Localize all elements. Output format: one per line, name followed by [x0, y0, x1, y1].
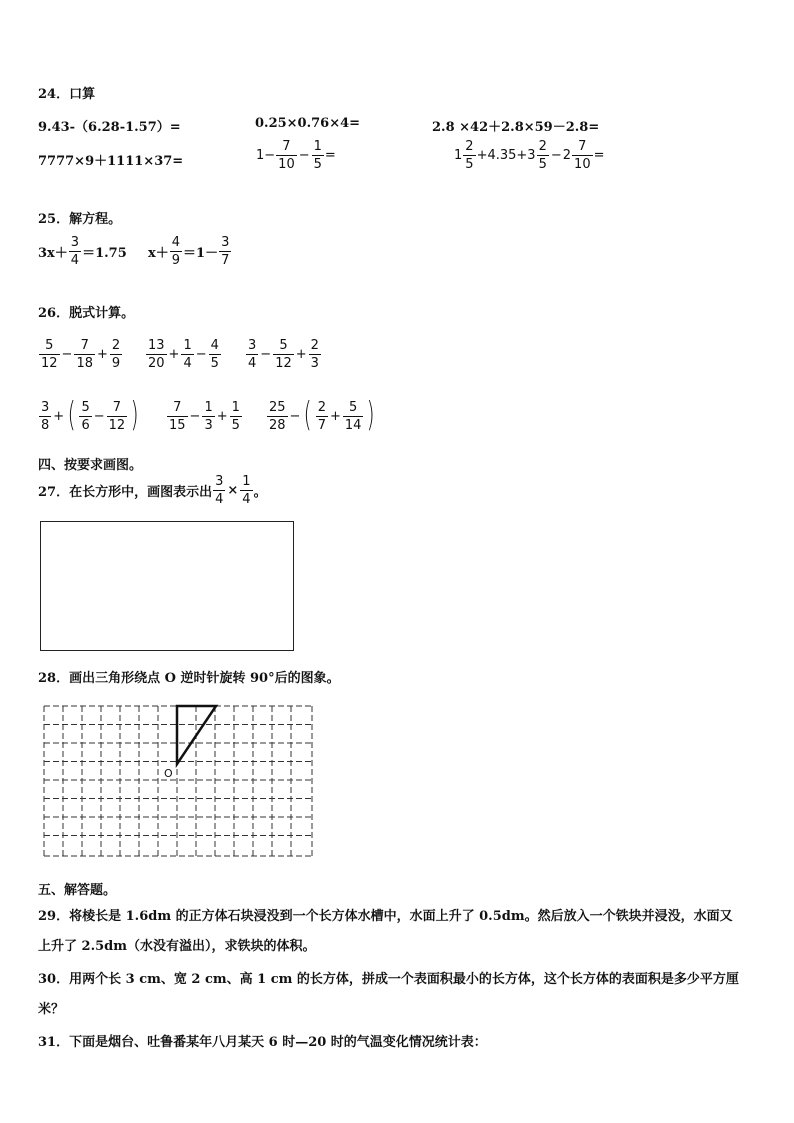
denominator: 4 — [215, 492, 224, 507]
fraction — [181, 338, 193, 371]
operator: − — [289, 409, 301, 424]
expr-text: = — [324, 148, 336, 163]
denominator: 8 — [41, 418, 50, 433]
section-5-heading: 五、解答题。 — [38, 883, 117, 898]
q26-expr-3 — [245, 338, 322, 371]
numerator: 1 — [313, 139, 322, 154]
fraction — [312, 139, 324, 172]
denominator: 9 — [171, 253, 181, 268]
fraction — [276, 139, 297, 172]
denominator: 20 — [148, 356, 165, 371]
denominator: 12 — [275, 356, 292, 371]
left-paren: ( — [67, 394, 76, 435]
q26-expr-6 — [266, 394, 378, 435]
q26-expr-4 — [38, 394, 141, 435]
numerator: 2 — [538, 139, 547, 154]
numerator: 1 — [242, 474, 251, 489]
operator: − — [260, 347, 272, 362]
q25-equation-1 — [38, 235, 127, 268]
denominator: 15 — [169, 418, 186, 433]
fraction — [230, 400, 242, 433]
dashed-grid[interactable] — [40, 700, 316, 862]
q24-title: 24．口算 — [38, 87, 96, 102]
denominator: 4 — [70, 253, 80, 268]
fraction — [246, 338, 258, 371]
q24-item-4: 7777×9＋1111×37= — [38, 154, 184, 169]
q26-expr-1 — [38, 338, 123, 371]
expr-text: 1− — [256, 148, 276, 163]
denominator: 4 — [248, 356, 257, 371]
numerator: 3 — [41, 400, 50, 415]
whole-number: 3 — [527, 148, 536, 163]
numerator: 3 — [70, 235, 80, 250]
expr-text: ＝1.75 — [82, 246, 127, 261]
fraction — [74, 338, 95, 371]
numerator: 2 — [310, 338, 319, 353]
numerator: 7 — [578, 139, 587, 154]
q29-line-1: 29．将棱长是 1.6dm 的正方体石块浸没到一个长方体水槽中，水面上升了 0.5dm。然后放入一个铁块并浸没，水面又 — [38, 909, 733, 924]
operator: + — [53, 409, 65, 424]
denominator: 3 — [204, 418, 213, 433]
fraction — [309, 338, 321, 371]
numerator: 5 — [279, 338, 288, 353]
right-paren: ) — [130, 394, 139, 435]
q26-expr-2 — [145, 338, 222, 371]
q27-title — [38, 474, 267, 507]
numerator: 5 — [45, 338, 54, 353]
fraction — [267, 400, 288, 433]
fraction — [537, 139, 549, 172]
fraction — [39, 400, 51, 433]
operator: − — [298, 148, 310, 163]
numerator: 2 — [317, 400, 326, 415]
q30-line-1: 30．用两个长 3 cm、宽 2 cm、高 1 cm 的长方体，拼成一个表面积最小的长方体，这个长方体的表面积是多少平方厘 — [38, 972, 739, 987]
operator: × — [227, 483, 239, 498]
numerator: 25 — [269, 400, 286, 415]
denominator: 7 — [317, 418, 326, 433]
q24-item-2: 0.25×0.76×4= — [255, 116, 361, 131]
fraction — [316, 400, 328, 433]
q24-item-1: 9.43-（6.28-1.57）= — [38, 120, 181, 135]
denominator: 5 — [538, 157, 547, 172]
fraction — [79, 400, 91, 433]
denominator: 10 — [574, 157, 591, 172]
denominator: 4 — [183, 356, 192, 371]
denominator: 5 — [465, 157, 474, 172]
denominator: 5 — [313, 157, 322, 172]
operator: − — [61, 347, 73, 362]
q25-equation-2 — [148, 235, 232, 268]
numerator: 7 — [282, 139, 291, 154]
denominator: 28 — [269, 418, 286, 433]
operator: + — [216, 409, 228, 424]
q24-frac-expr-a — [256, 139, 336, 172]
operator: − — [195, 347, 207, 362]
right-paren: ) — [367, 394, 376, 435]
fraction — [209, 338, 221, 371]
denominator: 14 — [344, 418, 362, 433]
denominator: 12 — [108, 418, 126, 433]
numerator: 5 — [81, 400, 90, 415]
operator: − — [93, 409, 105, 424]
operator: +4.35+ — [476, 148, 528, 163]
numerator: 4 — [210, 338, 219, 353]
denominator: 18 — [76, 356, 93, 371]
fraction — [69, 235, 81, 268]
numerator: 1 — [204, 400, 213, 415]
section-4-heading: 四、按要求画图。 — [38, 458, 143, 473]
denominator: 9 — [111, 356, 121, 371]
q24-item-3: 2.8 ×42＋2.8×59－2.8= — [432, 120, 600, 135]
whole-number: 1 — [454, 148, 463, 163]
operator: + — [168, 347, 180, 362]
numerator: 2 — [111, 338, 121, 353]
expr-text: 27．在长方形中，画图表示出 — [38, 485, 213, 500]
numerator: 7 — [173, 400, 182, 415]
numerator: 2 — [465, 139, 474, 154]
numerator: 4 — [171, 235, 181, 250]
denominator: 10 — [278, 157, 295, 172]
denominator: 7 — [221, 253, 230, 268]
fraction — [107, 400, 128, 433]
numerator: 3 — [215, 474, 224, 489]
denominator: 5 — [231, 418, 240, 433]
expr-text: ＝1－ — [183, 246, 219, 261]
expr-text: x＋ — [148, 246, 169, 261]
q25-title: 25．解方程。 — [38, 212, 122, 227]
denominator: 4 — [242, 492, 251, 507]
operator: − — [189, 409, 201, 424]
point-o-label: O — [164, 767, 173, 780]
fraction — [219, 235, 231, 268]
fraction — [146, 338, 167, 371]
operator: + — [97, 347, 108, 362]
fraction — [273, 338, 294, 371]
fraction — [202, 400, 214, 433]
fraction — [110, 338, 122, 371]
denominator: 12 — [41, 356, 58, 371]
denominator: 5 — [210, 356, 219, 371]
denominator: 3 — [310, 356, 319, 371]
drawing-rectangle[interactable] — [40, 521, 294, 651]
fraction — [39, 338, 60, 371]
fraction — [167, 400, 188, 433]
numerator: 3 — [248, 338, 257, 353]
expr-text: 3x＋ — [38, 246, 68, 261]
q28-title: 28．画出三角形绕点 O 逆时针旋转 90°后的图象。 — [38, 671, 340, 686]
q26-title: 26．脱式计算。 — [38, 306, 135, 321]
fraction — [170, 235, 182, 268]
numerator: 5 — [349, 400, 358, 415]
expr-text: 。 — [253, 485, 267, 500]
q29-line-2: 上升了 2.5dm（水没有溢出），求铁块的体积。 — [38, 939, 316, 954]
numerator: 7 — [112, 400, 122, 415]
q31-line-1: 31．下面是烟台、吐鲁番某年八月某天 6 时—20 时的气温变化情况统计表： — [38, 1035, 487, 1050]
whole-number: 2 — [562, 148, 572, 163]
operator: + — [295, 347, 307, 362]
operator: − — [550, 148, 562, 163]
expr-text: = — [593, 148, 605, 163]
fraction — [213, 474, 225, 507]
numerator: 3 — [221, 235, 230, 250]
numerator: 1 — [183, 338, 192, 353]
fraction — [343, 400, 364, 433]
numerator: 7 — [80, 338, 89, 353]
operator: + — [330, 409, 341, 424]
q24-frac-expr-b — [454, 139, 605, 172]
left-paren: ( — [304, 394, 313, 435]
fraction — [572, 139, 593, 172]
denominator: 6 — [81, 418, 90, 433]
q30-line-2: 米？ — [38, 1002, 65, 1017]
numerator: 13 — [148, 338, 165, 353]
fraction — [463, 139, 475, 172]
fraction — [240, 474, 252, 507]
numerator: 1 — [231, 400, 240, 415]
q26-expr-5 — [166, 400, 243, 433]
